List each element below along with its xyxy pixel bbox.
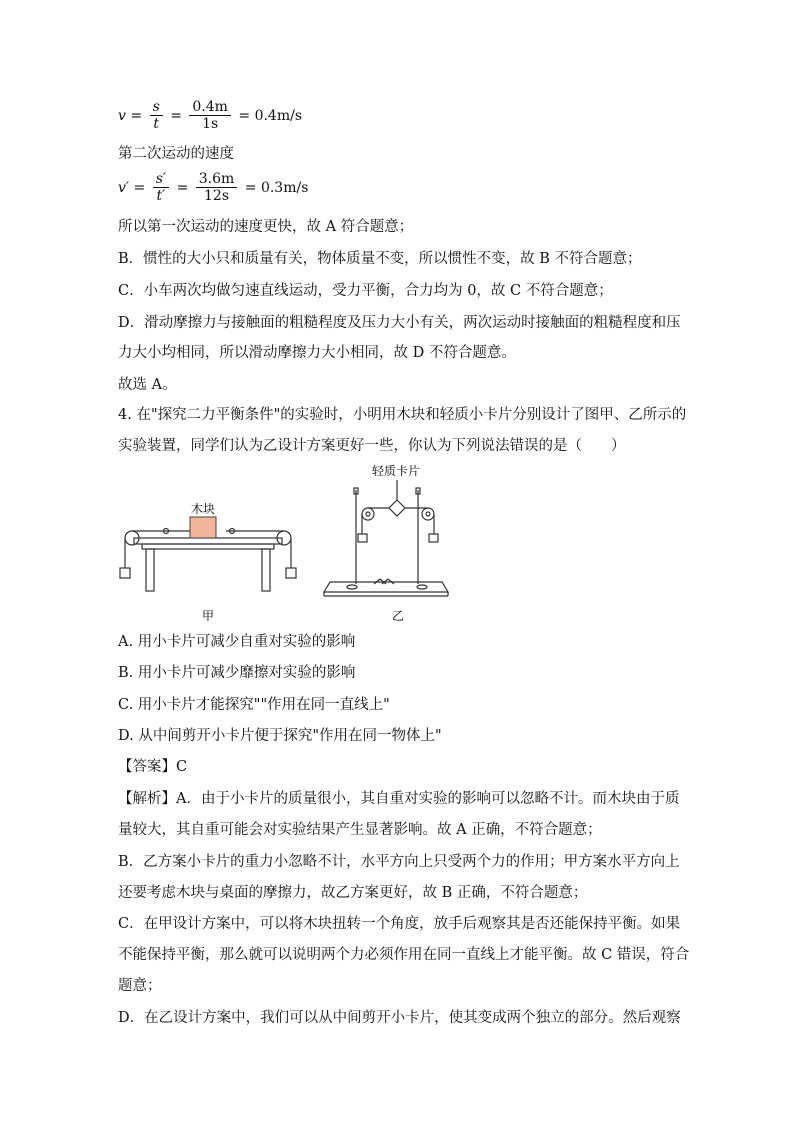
weight-left [358,534,367,542]
caption-jia: 甲 [202,609,215,623]
table-leg [146,549,154,591]
option-c: C. 用小卡片才能探究""作用在同一直线上" [118,697,390,713]
paragraph-line: D．滑动摩擦力与接触面的粗糙程度及压力大小有关，两次运动时接触面的粗糙程度和压 [118,315,681,331]
pulley-axle [426,512,430,516]
answer-line: 【答案】C [118,759,188,775]
label-light-card: 轻质卡片 [372,464,421,478]
formula-result: 0.3m/s [260,180,309,196]
fraction-symbolic: $\frac{s}{t}$ [150,100,163,132]
paragraph-line: 力大小均相同，所以滑动摩擦力大小相同，故 D 不符合题意。 [118,345,516,361]
formula-lhs: v′ [118,180,130,196]
weight-left [120,568,130,578]
table-leg [262,549,270,591]
fraction-values: $\frac{3.6m}{12s}$ [196,172,238,204]
analysis-line: 不能保持平衡，那么就可以说明两个力必须作用在同一直线上才能平衡。故 C 错误，符合 [118,947,690,963]
question-line: 实验装置，同学们认为乙设计方案更好一些，你认为下列说法错误的是（ ） [118,438,626,454]
paragraph-line: 所以第一次运动的速度更快，故 A 符合题意； [118,219,414,235]
analysis-line: C．在甲设计方案中，可以将木块扭转一个角度，放手后观察其是否还能保持平衡。如果 [118,916,681,932]
fraction-values: $\frac{0.4m}{1s}$ [189,100,231,132]
option-a: A. 用小卡片可减少自重对实验的影响 [118,634,356,650]
paragraph-line: C．小车两次均做匀速直线运动，受力平衡，合力均为 0，故 C 不符合题意； [118,283,613,299]
label-wood-block: 木块 [191,502,216,516]
option-b: B. 用小卡片可减少靡擦对实验的影响 [118,665,356,681]
formula-lhs: v [118,108,126,124]
table-rim [142,544,274,549]
analysis-line: 量较大，其自重可能会对实验结果产生显著影响。故 A 正确，不符合题意； [118,822,602,838]
weight-right [429,534,438,542]
analysis-line: B．乙方案小卡片的重力小忽略不计，水平方向上只受两个力的作用；甲方案水平方向上 [118,854,680,870]
paragraph-line: 故选 A。 [118,377,177,393]
caption-yi: 乙 [392,609,405,623]
analysis-line: 题意； [118,978,162,994]
text-line: 第二次运动的速度 [118,146,234,162]
analysis-line: 【解析】A．由于小卡片的质量很小，其自重对实验的影响可以忽略不计。而木块由于质 [118,791,680,807]
question-line: 4. 在"探究二力平衡条件"的实验时，小明用木块和轻质小卡片分别设计了图甲、乙所示的 [118,407,687,423]
paragraph-line: B．惯性的大小只和质量有关，物体质量不变，所以惯性不变，故 B 不符合题意； [118,251,642,267]
clamp [347,585,357,589]
clamp [417,585,427,589]
experiment-diagram [112,458,452,626]
formula-first-speed: v = $\frac{s}{t}$ = $\frac{0.4m}{1s}$ = 0.4m/s [118,99,303,132]
analysis-line: 还要考虑木块与桌面的摩擦力，故乙方案更好，故 B 正确，不符合题意； [118,885,588,901]
light-card [389,500,405,516]
wood-block [190,517,216,538]
pulley-right [422,508,434,520]
pulley-left [362,508,374,520]
table-top [134,538,282,544]
analysis-line: D．在乙设计方案中，我们可以从中间剪开小卡片，使其变成两个独立的部分。然后观察 [118,1010,681,1026]
experiment-figure [112,458,452,626]
formula-second-speed: v′ = $\frac{s'}{t'}$ = $\frac{3.6m}{12s}$ = 0.3m/s [118,171,309,204]
option-d: D. 从中间剪开小卡片便于探究"作用在同一物体上" [118,728,442,744]
weight-right [286,568,296,578]
formula-result: 0.4m/s [254,108,303,124]
pulley-axle [366,512,370,516]
fraction-symbolic: $\frac{s'}{t'}$ [153,172,169,204]
